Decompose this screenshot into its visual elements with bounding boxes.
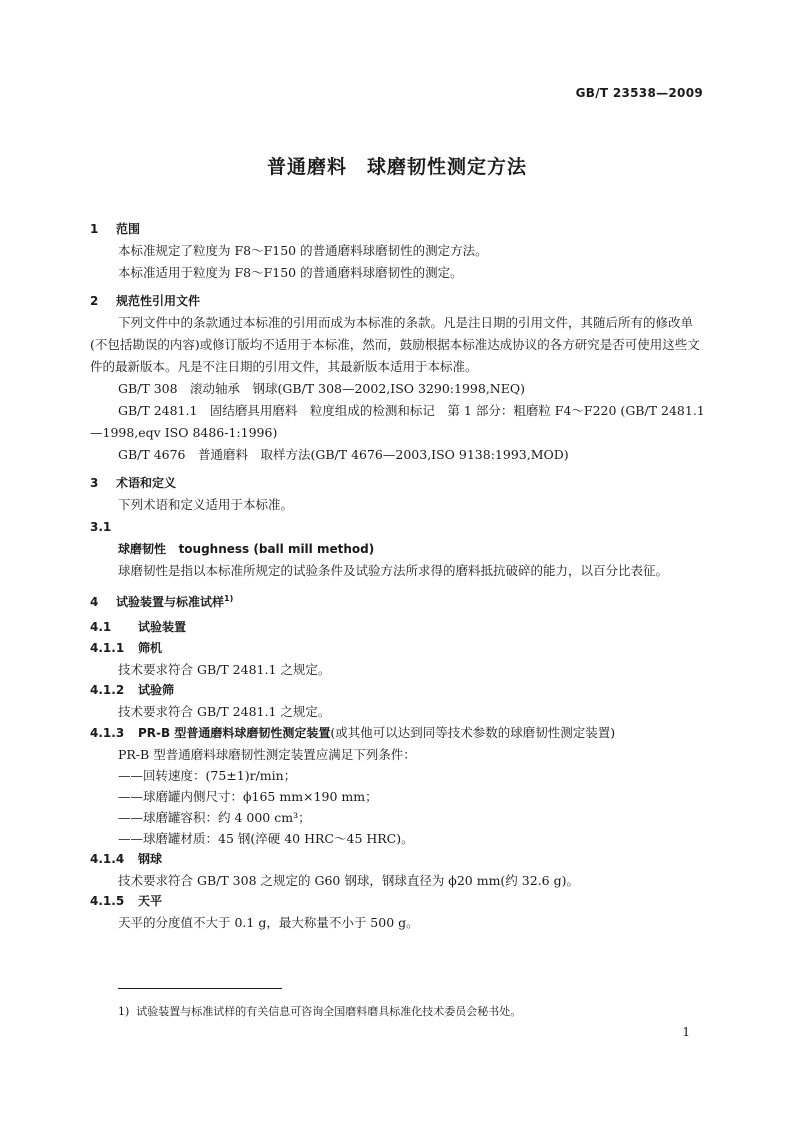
section-3-heading bbox=[90, 472, 706, 494]
section-number: 4 bbox=[90, 595, 99, 609]
footnote-mark: 1) bbox=[118, 1005, 130, 1018]
term-chinese: 球磨韧性 bbox=[118, 542, 167, 556]
subsection-number: 4.1.1 bbox=[90, 641, 125, 655]
subsection-title: 天平 bbox=[138, 894, 163, 908]
subsection-title: 试验筛 bbox=[138, 683, 175, 697]
subsection-4-1-2-heading bbox=[90, 680, 706, 701]
section-number: 3 bbox=[90, 476, 99, 490]
section-1-heading bbox=[90, 218, 706, 240]
section-2-heading bbox=[90, 290, 706, 312]
subsection-4-1-3-heading bbox=[90, 722, 706, 744]
footnote bbox=[118, 1003, 521, 1019]
subsection-title: 钢球 bbox=[138, 852, 163, 866]
paragraph: PR-B 型普通磨料球磨韧性测定装置应满足下列条件： bbox=[118, 747, 416, 762]
list-item: ——球磨罐材质：45 钢(淬硬 40 HRC～45 HRC)。 bbox=[118, 831, 414, 846]
document-body bbox=[90, 218, 706, 933]
footnote-text: 试验装置与标准试样的有关信息可咨询全国磨料磨具标准化技术委员会秘书处。 bbox=[136, 1005, 522, 1018]
document-title: 普通磨料 球磨韧性测定方法 bbox=[266, 156, 527, 178]
paragraph: 技术要求符合 GB/T 2481.1 之规定。 bbox=[118, 662, 331, 677]
section-title: 规范性引用文件 bbox=[116, 294, 201, 308]
page-number: 1 bbox=[682, 1025, 690, 1039]
term-english: toughness (ball mill method) bbox=[178, 542, 375, 556]
reference-item: GB/T 308 滚动轴承 钢球(GB/T 308—2002,ISO 3290:1998,NEQ) bbox=[118, 381, 525, 396]
subsection-title: 筛机 bbox=[138, 641, 163, 655]
footnote-divider bbox=[118, 988, 282, 989]
subsection-number: 4.1 bbox=[90, 620, 112, 634]
list-item: ——球磨罐内侧尺寸：ϕ165 mm×190 mm； bbox=[118, 789, 378, 804]
subsection-title: PR-B 型普通磨料球磨韧性测定装置 bbox=[138, 726, 331, 740]
paragraph: 技术要求符合 GB/T 2481.1 之规定。 bbox=[118, 704, 331, 719]
term-definition: 球磨韧性是指以本标准所规定的试验条件及试验方法所求得的磨料抵抗破碎的能力，以百分比表征。 bbox=[118, 563, 669, 578]
subsection-4-1-1-heading bbox=[90, 638, 706, 659]
subsection-number: 4.1.4 bbox=[90, 852, 125, 866]
subsection-note: (或其他可以达到同等技术参数的球磨韧性测定装置) bbox=[330, 725, 616, 740]
section-number: 1 bbox=[90, 222, 99, 236]
paragraph: 下列文件中的条款通过本标准的引用而成为本标准的条款。凡是注日期的引用文件，其随后所有的修改单(不包括勘误的内容)或修订版均不适用于本标准，然而，鼓励根据本标准达成协议的各方研究是否可使用这些文件的最新版本。凡是不注日期的引用文件，其最新版本适用于本标准。 bbox=[90, 315, 700, 374]
section-title: 术语和定义 bbox=[116, 476, 177, 490]
term-entry bbox=[90, 538, 706, 560]
list-item: ——回转速度：(75±1)r/min； bbox=[118, 768, 297, 783]
section-number: 2 bbox=[90, 294, 99, 308]
subsection-number: 4.1.2 bbox=[90, 683, 125, 697]
section-4-heading bbox=[90, 588, 706, 610]
subsection-number: 3.1 bbox=[90, 520, 112, 534]
subsection-number: 4.1.5 bbox=[90, 894, 125, 908]
section-title: 范围 bbox=[116, 222, 141, 236]
paragraph: 本标准规定了粒度为 F8～F150 的普通磨料球磨韧性的测定方法。 bbox=[118, 243, 488, 258]
subsection-title: 试验装置 bbox=[138, 620, 187, 634]
subsection-number: 4.1.3 bbox=[90, 726, 125, 740]
footnote-reference: 1) bbox=[224, 594, 234, 603]
reference-item: GB/T 4676 普通磨料 取样方法(GB/T 4676—2003,ISO 9138:1993,MOD) bbox=[118, 447, 569, 462]
list-item: ——球磨罐容积：约 4 000 cm³； bbox=[118, 810, 311, 825]
paragraph: 本标准适用于粒度为 F8～F150 的普通磨料球磨韧性的测定。 bbox=[118, 265, 463, 280]
subsection-4-1-4-heading bbox=[90, 849, 706, 870]
subsection-4-1-heading bbox=[90, 616, 706, 638]
section-title: 试验装置与标准试样 bbox=[116, 595, 225, 609]
subsection-4-1-5-heading bbox=[90, 891, 706, 912]
reference-item: GB/T 2481.1 固结磨具用磨料 粒度组成的检测和标记 第 1 部分：粗磨粒 F4～F220 (GB/T 2481.1—1998,eqv ISO 8486-1:1996) bbox=[90, 403, 705, 440]
standard-number: GB/T 23538—2009 bbox=[575, 86, 703, 100]
paragraph: 天平的分度值不大于 0.1 g，最大称量不小于 500 g。 bbox=[118, 915, 419, 930]
paragraph: 下列术语和定义适用于本标准。 bbox=[118, 497, 294, 512]
paragraph: 技术要求符合 GB/T 308 之规定的 G60 钢球，钢球直径为 ϕ20 mm(约 32.6 g)。 bbox=[118, 873, 579, 888]
